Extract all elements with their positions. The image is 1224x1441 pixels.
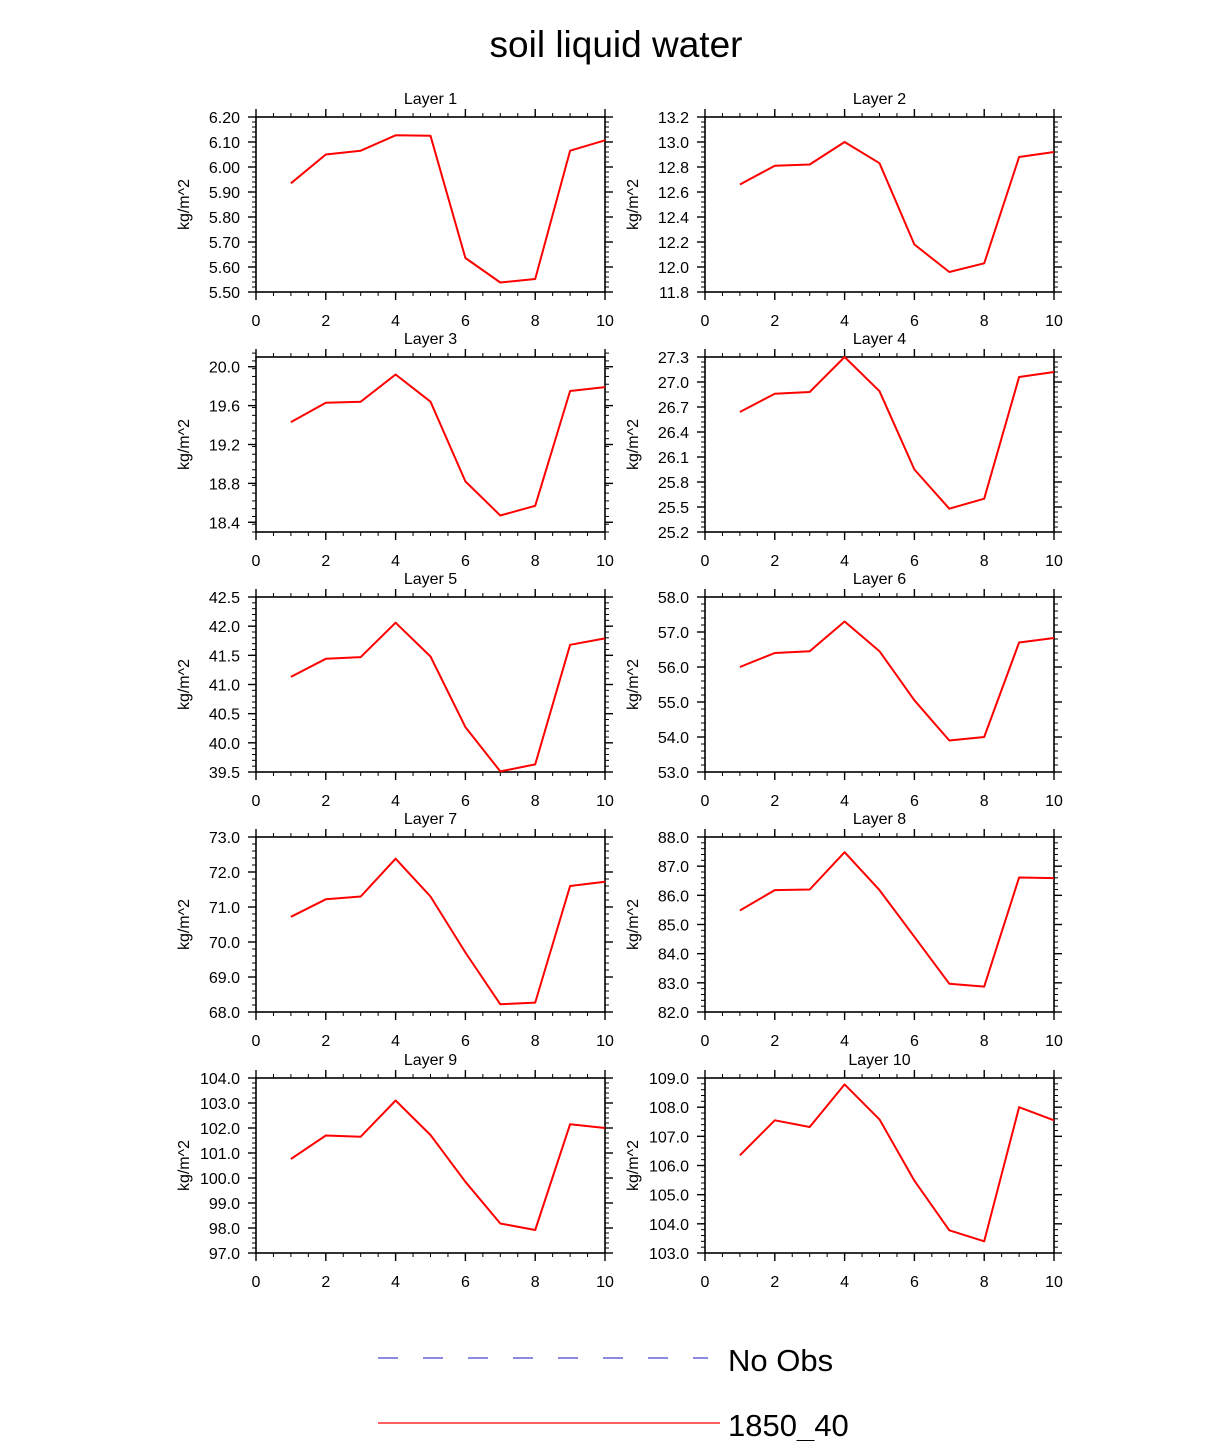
y-tick-label: 103.0 (199, 1096, 240, 1113)
y-tick-label: 83.0 (657, 975, 689, 993)
y-tick-label: 13.2 (657, 110, 689, 127)
panel-layer-4 (625, 331, 1063, 570)
plot-frame (705, 837, 1054, 1012)
y-tick-label: 73.0 (208, 830, 240, 847)
y-axis-label: kg/m^2 (625, 178, 642, 231)
y-axis-label: kg/m^2 (625, 1139, 642, 1192)
x-tick-label: 10 (1045, 793, 1063, 810)
x-tick-label: 4 (840, 553, 850, 570)
plot-frame (256, 597, 605, 772)
y-tick-label: 19.6 (208, 398, 240, 416)
y-tick-label: 99.0 (208, 1196, 240, 1213)
x-tick-label: 0 (700, 1033, 710, 1050)
y-tick-label: 26.1 (657, 450, 689, 467)
x-tick-label: 0 (700, 553, 710, 570)
series-line-1850-40 (740, 622, 1054, 741)
x-tick-label: 2 (770, 1274, 780, 1291)
y-tick-label: 12.6 (657, 185, 689, 202)
y-tick-label: 42.5 (208, 590, 240, 607)
x-tick-label: 2 (770, 553, 780, 570)
panel-layer-2 (625, 91, 1063, 330)
y-tick-label: 26.4 (657, 425, 689, 442)
plot-frame (256, 357, 605, 532)
y-tick-label: 68.0 (208, 1005, 240, 1022)
series-line-1850-40 (291, 375, 605, 516)
x-tick-label: 10 (1045, 313, 1063, 330)
x-tick-label: 0 (251, 553, 261, 570)
y-tick-label: 12.2 (657, 235, 689, 252)
plot-frame (256, 1078, 605, 1253)
plot-frame (705, 117, 1054, 292)
x-tick-label: 8 (530, 1274, 540, 1291)
y-tick-label: 18.8 (208, 476, 240, 494)
x-tick-label: 8 (530, 793, 540, 810)
y-tick-label: 104.0 (199, 1071, 240, 1088)
panel-layer-10 (625, 1052, 1063, 1291)
panel-layer-6 (625, 571, 1063, 810)
x-tick-label: 2 (770, 1033, 780, 1050)
panel-title: Layer 2 (852, 91, 907, 108)
x-tick-label: 8 (979, 793, 989, 810)
x-tick-label: 0 (251, 313, 261, 330)
y-tick-label: 27.3 (657, 350, 689, 367)
y-tick-label: 71.0 (208, 900, 240, 917)
y-tick-label: 12.4 (657, 210, 689, 227)
series-line-1850-40 (740, 357, 1054, 509)
y-tick-label: 102.0 (199, 1121, 240, 1138)
x-tick-label: 0 (700, 313, 710, 330)
y-tick-label: 104.0 (648, 1216, 689, 1234)
figure-title: soil liquid water (489, 24, 743, 65)
y-tick-label: 100.0 (199, 1171, 240, 1188)
x-tick-label: 8 (979, 1033, 989, 1050)
y-tick-label: 5.50 (208, 285, 240, 302)
y-tick-label: 40.0 (208, 735, 240, 753)
y-tick-label: 107.0 (648, 1129, 689, 1147)
y-tick-label: 5.80 (208, 210, 240, 227)
y-tick-label: 85.0 (657, 917, 689, 935)
y-tick-label: 41.0 (208, 677, 240, 695)
y-axis-label: kg/m^2 (176, 418, 193, 471)
series-line-1850-40 (291, 135, 605, 282)
panel-layer-8 (625, 811, 1063, 1050)
x-tick-label: 4 (840, 1033, 850, 1050)
x-tick-label: 4 (391, 793, 401, 810)
y-tick-label: 12.0 (657, 260, 689, 277)
y-tick-label: 5.60 (208, 260, 240, 277)
y-tick-label: 25.8 (657, 475, 689, 492)
x-tick-label: 6 (460, 1274, 470, 1291)
x-tick-label: 8 (979, 1274, 989, 1291)
y-tick-label: 108.0 (648, 1100, 689, 1118)
y-tick-label: 42.0 (208, 619, 240, 637)
panel-title: Layer 10 (848, 1052, 911, 1069)
y-tick-label: 39.5 (208, 765, 240, 782)
y-tick-label: 6.10 (208, 135, 240, 152)
legend (378, 1343, 849, 1441)
x-tick-label: 6 (909, 1274, 919, 1291)
x-tick-label: 10 (1045, 1274, 1063, 1291)
x-tick-label: 0 (700, 793, 710, 810)
y-tick-label: 70.0 (208, 935, 240, 952)
y-tick-label: 72.0 (208, 865, 240, 882)
x-tick-label: 10 (596, 1033, 614, 1050)
x-tick-label: 6 (909, 1033, 919, 1050)
x-tick-label: 10 (1045, 1033, 1063, 1050)
x-tick-label: 10 (596, 1274, 614, 1291)
y-tick-label: 27.0 (657, 375, 689, 392)
panel-layer-9 (176, 1052, 614, 1291)
x-tick-label: 2 (770, 313, 780, 330)
legend-label-1850-40: 1850_40 (728, 1408, 849, 1441)
x-tick-label: 6 (460, 793, 470, 810)
plot-frame (256, 117, 605, 292)
panel-title: Layer 9 (403, 1052, 458, 1069)
x-tick-label: 10 (596, 793, 614, 810)
y-tick-label: 25.5 (657, 500, 689, 517)
legend-label-no-obs: No Obs (728, 1343, 834, 1378)
x-tick-label: 4 (391, 1274, 401, 1291)
x-tick-label: 8 (979, 553, 989, 570)
y-tick-label: 6.00 (208, 160, 240, 177)
y-tick-label: 18.4 (208, 515, 240, 533)
panel-title: Layer 3 (403, 331, 458, 348)
y-tick-label: 103.0 (648, 1246, 689, 1263)
y-tick-label: 106.0 (648, 1158, 689, 1176)
series-line-1850-40 (740, 1084, 1054, 1241)
panel-layer-3 (176, 331, 614, 570)
panel-layer-1 (176, 91, 614, 330)
plot-frame (705, 357, 1054, 532)
y-tick-label: 20.0 (208, 359, 240, 377)
y-axis-label: kg/m^2 (176, 658, 193, 711)
x-tick-label: 10 (596, 313, 614, 330)
x-tick-label: 10 (596, 553, 614, 570)
y-tick-label: 41.5 (208, 648, 240, 666)
y-axis-label: kg/m^2 (176, 178, 193, 231)
y-tick-label: 84.0 (657, 946, 689, 964)
y-tick-label: 19.2 (208, 437, 240, 455)
panel-title: Layer 1 (403, 91, 458, 108)
x-tick-label: 6 (460, 553, 470, 570)
x-tick-label: 4 (840, 313, 850, 330)
x-tick-label: 2 (321, 1274, 331, 1291)
panel-layer-5 (176, 571, 614, 810)
x-tick-label: 4 (391, 1033, 401, 1050)
x-tick-label: 4 (840, 793, 850, 810)
y-tick-label: 87.0 (657, 859, 689, 877)
panels (176, 91, 1063, 1291)
y-tick-label: 54.0 (657, 730, 689, 747)
y-tick-label: 58.0 (657, 590, 689, 607)
y-tick-label: 40.5 (208, 706, 240, 724)
x-tick-label: 0 (251, 1274, 261, 1291)
y-tick-label: 53.0 (657, 765, 689, 782)
y-axis-label: kg/m^2 (625, 658, 642, 711)
plot-frame (256, 837, 605, 1012)
x-tick-label: 6 (460, 1033, 470, 1050)
x-tick-label: 0 (700, 1274, 710, 1291)
panel-title: Layer 5 (403, 571, 458, 588)
y-tick-label: 26.7 (657, 400, 689, 417)
y-tick-label: 82.0 (657, 1005, 689, 1022)
series-line-1850-40 (740, 852, 1054, 986)
series-line-1850-40 (291, 1101, 605, 1231)
panel-title: Layer 4 (852, 331, 907, 348)
x-tick-label: 2 (321, 313, 331, 330)
x-tick-label: 6 (460, 313, 470, 330)
y-tick-label: 5.90 (208, 185, 240, 202)
panel-title: Layer 6 (852, 571, 907, 588)
x-tick-label: 2 (321, 793, 331, 810)
x-tick-label: 2 (321, 1033, 331, 1050)
x-tick-label: 8 (979, 313, 989, 330)
panel-layer-7 (176, 811, 614, 1050)
y-tick-label: 97.0 (208, 1246, 240, 1263)
y-axis-label: kg/m^2 (176, 898, 193, 951)
y-tick-label: 11.8 (659, 285, 689, 302)
y-tick-label: 6.20 (208, 110, 240, 127)
x-tick-label: 2 (770, 793, 780, 810)
x-tick-label: 8 (530, 1033, 540, 1050)
y-tick-label: 98.0 (208, 1221, 240, 1238)
x-tick-label: 4 (391, 313, 401, 330)
plot-frame (705, 597, 1054, 772)
y-tick-label: 56.0 (657, 660, 689, 677)
y-tick-label: 13.0 (657, 135, 689, 152)
panel-title: Layer 8 (852, 811, 907, 828)
x-tick-label: 4 (391, 553, 401, 570)
y-tick-label: 69.0 (208, 970, 240, 987)
x-tick-label: 6 (909, 553, 919, 570)
y-tick-label: 25.2 (657, 525, 689, 542)
series-line-1850-40 (291, 859, 605, 1005)
series-line-1850-40 (291, 623, 605, 772)
plot-frame (705, 1078, 1054, 1253)
y-tick-label: 86.0 (657, 888, 689, 906)
y-tick-label: 105.0 (648, 1187, 689, 1205)
x-tick-label: 10 (1045, 553, 1063, 570)
y-tick-label: 101.0 (199, 1146, 240, 1163)
y-axis-label: kg/m^2 (625, 898, 642, 951)
x-tick-label: 8 (530, 313, 540, 330)
y-tick-label: 12.8 (657, 160, 689, 177)
x-tick-label: 6 (909, 313, 919, 330)
series-line-1850-40 (740, 142, 1054, 272)
y-tick-label: 57.0 (657, 625, 689, 642)
y-tick-label: 5.70 (208, 235, 240, 252)
x-tick-label: 8 (530, 553, 540, 570)
y-tick-label: 88.0 (657, 830, 689, 847)
x-tick-label: 6 (909, 793, 919, 810)
x-tick-label: 2 (321, 553, 331, 570)
y-tick-label: 109.0 (648, 1071, 689, 1088)
y-axis-label: kg/m^2 (176, 1139, 193, 1192)
x-tick-label: 4 (840, 1274, 850, 1291)
x-tick-label: 0 (251, 793, 261, 810)
x-tick-label: 0 (251, 1033, 261, 1050)
panel-title: Layer 7 (403, 811, 458, 828)
y-tick-label: 55.0 (657, 695, 689, 712)
y-axis-label: kg/m^2 (625, 418, 642, 471)
